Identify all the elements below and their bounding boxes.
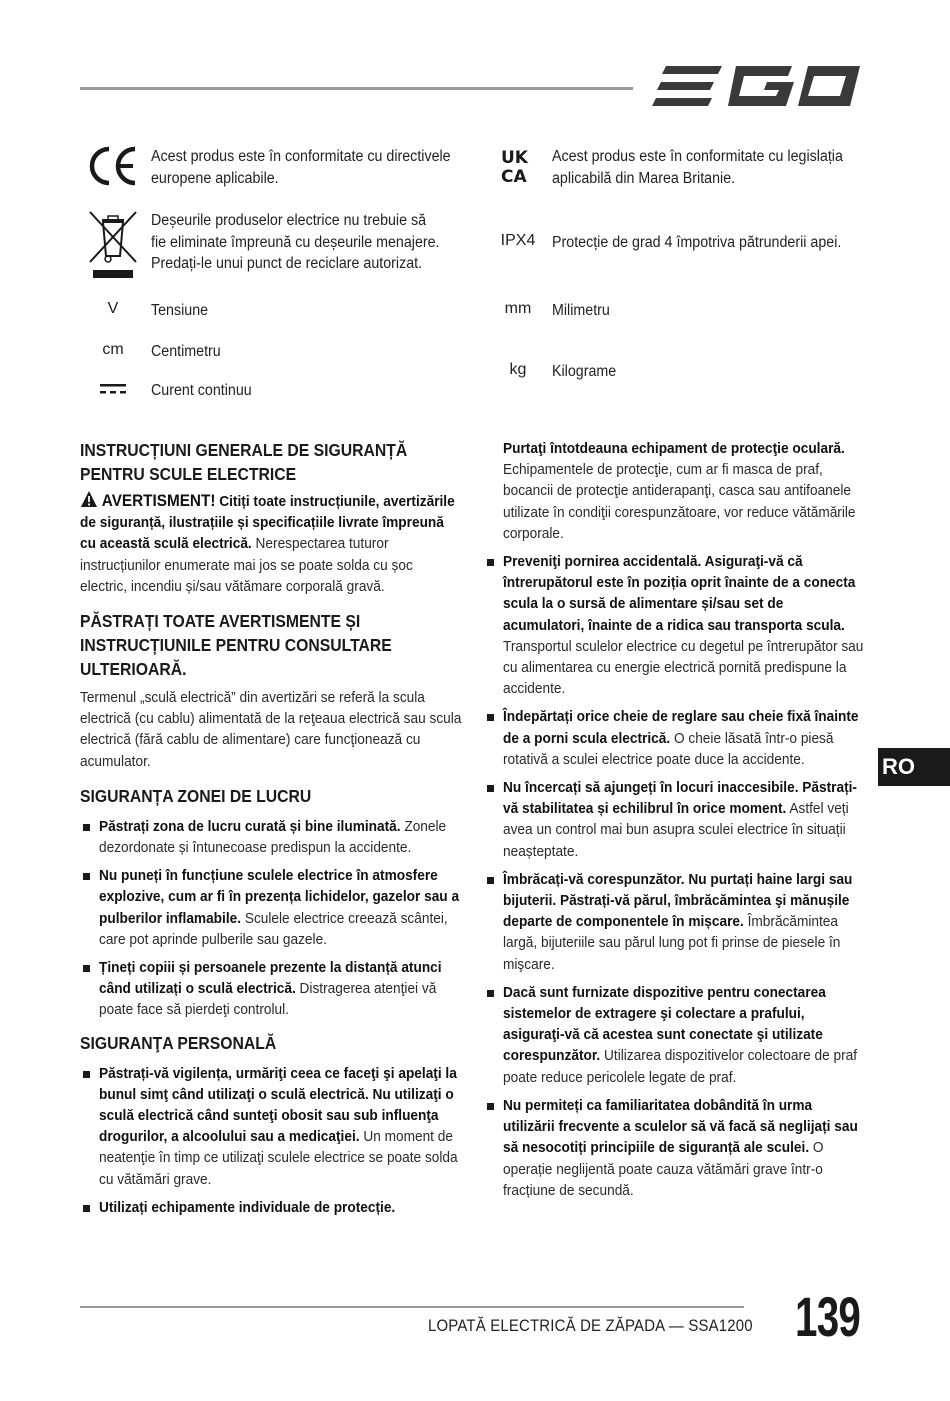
symbol-v-row: [80, 300, 213, 322]
continued-item: [484, 438, 866, 544]
kilogram-symbol: kg: [509, 361, 527, 378]
symbol-ukca-row: [496, 146, 868, 189]
warning-paragraph: [80, 490, 463, 597]
symbol-mm-row: [496, 300, 615, 322]
ipx4-text: Protecție de grad 4 împotriva pătrunderii apei.: [552, 234, 842, 251]
work-area-bullet-list: [80, 816, 465, 1021]
left-column: [80, 438, 465, 1225]
header-rule: [80, 87, 633, 90]
bullet-bold-text: Nu puneți în funcțiune sculele electrice în atmosfere explozive, cum ar fi în prezența lichidelor, gazelor sau a pulberilor inflamabile.: [99, 867, 460, 927]
bullet-text: Transportul sculelor electrice cu degetul pe întrerupător sau cu alimentarea cu energie electrică pornită predispune la accidente.: [503, 637, 864, 698]
heading-line: INSTRUCȚIUNI GENERALE DE SIGURANȚĂ: [80, 440, 408, 460]
crossed-bin-icon: [80, 210, 146, 280]
bullet-bold-text: Îmbrăcați-vă corespunzător. Nu purtați haine largi sau bijuterii. Păstrați-vă părul, îmbrăcămintea şi mănușile departe de componentele în mișcare.: [503, 870, 853, 931]
bullet-bold-text: Nu permiteți ca familiaritatea dobândită în urma utilizării frecvente a sculelor să vă facă să neglijați sau să nesocotiți principiile de siguranță ale sculei.: [503, 1096, 858, 1157]
svg-text:CA: CA: [501, 167, 527, 184]
ce-mark-icon: [80, 146, 146, 186]
bullet-marker: [83, 965, 90, 972]
direct-current-text: Curent continuu: [151, 382, 252, 399]
bullet-marker: [487, 559, 494, 566]
centimetre-symbol: cm: [102, 341, 124, 358]
bullet-text: Distragerea atenţiei vă poate face să pierdeţi controlul.: [99, 980, 437, 1019]
ce-text-line-1: Acest produs este în conformitate cu directivele: [151, 148, 451, 165]
warning-bold-text: Citiți toate instrucțiunile, avertizările de siguranță, ilustrațiile și specificațiile livrate împreună cu această sculă electrică.: [80, 493, 455, 553]
list-item: [484, 869, 866, 975]
svg-text:UK: UK: [501, 148, 528, 168]
bullet-text: O operație neglijentă poate cauza vătămări grave într-o fracțiune de secundă.: [503, 1139, 824, 1199]
bullet-bold-text: Utilizați echipamente individuale de protecție.: [99, 1198, 396, 1216]
work-area-safety-heading: SIGURANȚA ZONEI DE LUCRU: [80, 785, 312, 806]
list-item: [484, 1095, 866, 1201]
weee-text-line-2: fie eliminate împreună cu deșeurile menajere.: [151, 233, 440, 251]
list-item: [484, 706, 866, 770]
symbol-dc-row: [80, 380, 260, 402]
keep-instructions-heading: [80, 609, 458, 681]
bullet-bold-text: Păstrați zona de lucru curată și bine iluminată.: [99, 817, 401, 835]
bullet-marker: [487, 877, 494, 884]
warning-triangle-icon: [80, 490, 98, 508]
bullet-marker: [83, 873, 90, 880]
ego-logo: [652, 62, 862, 112]
page-number: 139: [795, 1285, 861, 1348]
bullet-text: Sculele electrice creează scântei, care pot aprinde pulberile sau gazele.: [99, 909, 448, 948]
heading-line: INSTRUCȚIUNILE PENTRU CONSULTARE: [80, 635, 392, 656]
right-column: [484, 438, 866, 1208]
symbols-table: [80, 140, 870, 420]
list-item: [80, 957, 465, 1021]
bullet-bold-text: Dacă sunt furnizate dispozitive pentru conectarea sistemelor de extragere şi colectare a prafului, asiguraţi-vă că acestea sunt conectate şi utilizate corespunzător.: [503, 983, 826, 1065]
list-item: [484, 551, 866, 699]
bullet-marker: [83, 824, 90, 831]
bullet-bold-text: Îndepărtați orice cheie de reglare sau cheie fixă înainte de a porni scula electrică.: [503, 708, 859, 747]
heading-line: PĂSTRAȚI TOATE AVERTISMENTE ȘI: [80, 611, 361, 632]
bullet-marker: [487, 990, 494, 997]
millimetre-symbol: mm: [504, 300, 532, 317]
warning-body-text: Nerespectarea tuturor instrucțiunilor enumerate mai jos se poate solda cu șoc electric, incendiu și/sau vătămare corporală gravă.: [80, 535, 413, 595]
ukca-text-line-2: aplicabilă din Marea Britanie.: [552, 169, 736, 187]
bullet-bold-text: Preveniţi pornirea accidentală. Asiguraţi-vă că întrerupătorul este în poziția oprit înainte de a conecta scula la o sursă de alimentare și/sau set de acumulatori, înainte de a ridica sau transporta scula.: [503, 553, 856, 634]
bullet-marker: [487, 1103, 494, 1110]
bullet-marker: [83, 1071, 90, 1078]
voltage-symbol: V: [107, 300, 119, 317]
bullet-text: Un moment de neatenţie în timp ce utilizaţi sculele electrice se poate solda cu vătămări grave.: [99, 1128, 458, 1188]
weee-text-line-3: Predați-le unui punct de reciclare autorizat.: [151, 255, 423, 272]
ukca-mark-icon: [496, 146, 540, 184]
footer-title: LOPATĂ ELECTRICĂ DE ZĂPADA — SSA1200: [428, 1316, 753, 1335]
bullet-bold-text: Nu încercați să ajungeți în locuri inaccesibile. Păstrați-vă stabilitatea și echilibrul în orice moment.: [503, 779, 857, 818]
bullet-marker: [83, 1205, 90, 1212]
bullet-text: Zonele dezordonate și întunecoase predispun la accidente.: [99, 817, 447, 857]
term-definition-paragraph: Termenul „sculă electrică” din avertizări se referă la scula electrică (cu cablu) alimentată de la reţeaua electrică sau scula electrică (fără cablu de alimentare) care funcţionează cu acumulator.: [80, 689, 462, 770]
weee-text-line-1: Deșeurile produselor electrice nu trebuie să: [151, 212, 427, 229]
symbol-cm-row: [80, 341, 227, 363]
symbol-ipx4-row: [496, 232, 866, 254]
ipx4-symbol: IPX4: [500, 232, 536, 249]
bullet-text: O cheie lăsată într-o piesă rotativă a sculei electrice poate duce la accidente.: [503, 729, 834, 768]
heading-line: PENTRU SCULE ELECTRICE: [80, 464, 297, 484]
list-item: [80, 1197, 465, 1218]
voltage-text: Tensiune: [151, 302, 209, 319]
centimetre-text: Centimetru: [151, 343, 221, 360]
bullet-text: Utilizarea dispozitivelor colectoare de praf poate reduce pericolele legate de praf.: [503, 1047, 858, 1086]
list-item: [80, 1063, 465, 1190]
personal-safety-bullet-list: [80, 1063, 465, 1218]
personal-safety-heading: SIGURANŢA PERSONALĂ: [80, 1032, 277, 1053]
bullet-marker: [487, 785, 494, 792]
symbol-weee-row: [80, 210, 465, 280]
footer-rule: [80, 1306, 744, 1308]
list-item: [484, 777, 866, 862]
continued-bold-text: Purtaţi întotdeauna echipament de protecţie oculară.: [503, 440, 845, 457]
symbol-ce-row: [80, 146, 477, 189]
millimetre-text: Milimetru: [552, 302, 610, 319]
list-item: [484, 982, 866, 1088]
list-item: [80, 865, 465, 950]
bullet-text: Astfel veți avea un control mai bun asupra sculei electrice în situații neașteptate.: [503, 800, 849, 860]
symbol-kg-row: [496, 361, 622, 383]
ukca-text-line-1: Acest produs este în conformitate cu legislația: [552, 148, 843, 165]
warning-label: AVERTISMENT!: [101, 491, 216, 510]
general-safety-heading: [80, 438, 458, 486]
bullet-bold-text: Păstrați-vă vigilența, urmăriţi ceea ce faceţi şi apelaţi la bunul simţ când utilizaţi o sculă electrică. Nu utilizaţi o sculă electrică când sunteţi obosit sau sub influenţa drogurilor, a alcoolului sau a medicaţiei.: [99, 1064, 457, 1146]
heading-line: ULTERIOARĂ.: [80, 659, 187, 680]
ce-text-line-2: europene aplicabile.: [151, 169, 279, 187]
list-item: [80, 816, 465, 858]
kilogram-text: Kilograme: [552, 363, 617, 380]
language-tab: RO: [878, 748, 950, 786]
direct-current-icon: [80, 380, 146, 398]
bullet-bold-text: Țineți copiii și persoanele prezente la distanță atunci când utilizați o sculă electrică.: [99, 959, 442, 998]
bullet-marker: [487, 714, 494, 721]
bullet-text: Îmbrăcămintea largă, bijuteriile sau părul lung pot fi prinse de piesele în mişcare.: [503, 913, 841, 973]
continued-text: Echipamentele de protecţie, cum ar fi masca de praf, bocancii de protecţie antiderapanţi, casca sau antifoanele utilizate în condiţii corespunzătoare, vor reduce vătămările corporale.: [503, 461, 856, 542]
